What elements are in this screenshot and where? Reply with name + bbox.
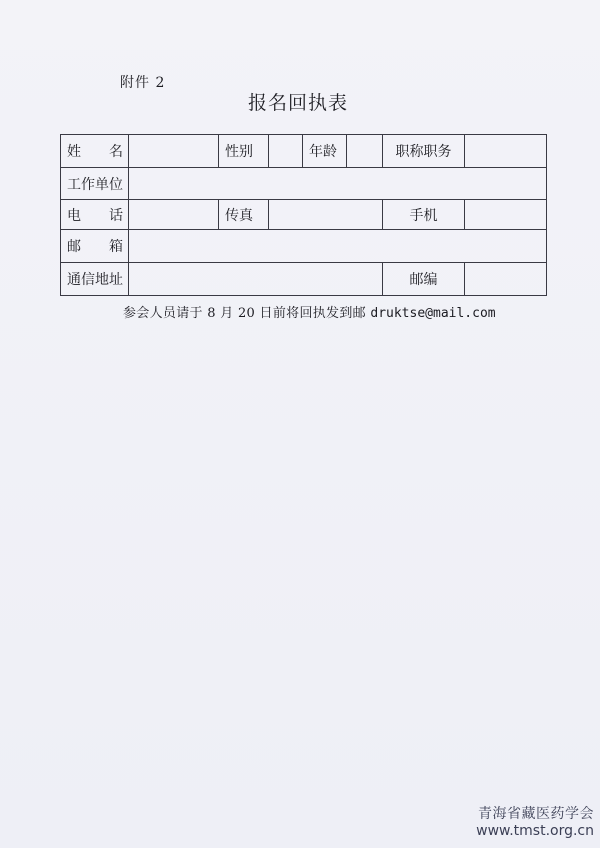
document-title-text: 报名回执表 <box>247 92 348 114</box>
postcode-field[interactable] <box>465 263 547 296</box>
attachment-label: 附件 2 <box>120 75 166 91</box>
title-position-label: 职称职务 <box>383 135 465 168</box>
registration-form-table <box>60 134 547 296</box>
postcode-label: 邮编 <box>383 263 465 296</box>
age-field[interactable] <box>347 135 383 168</box>
form-row-name <box>61 135 547 168</box>
fax-label: 传真 <box>219 200 269 230</box>
work-unit-label: 工作单位 <box>61 168 129 200</box>
submission-email-link[interactable]: druktse@mail.com <box>370 306 496 321</box>
form-row-phone <box>61 200 547 230</box>
phone-field[interactable] <box>129 200 219 230</box>
phone-label-char-2: 话 <box>109 207 123 224</box>
watermark-org-name: 青海省藏医药学会 <box>478 806 594 822</box>
email-field[interactable] <box>129 230 547 263</box>
address-field[interactable] <box>129 263 383 296</box>
name-field[interactable] <box>129 135 219 168</box>
form-row-address <box>61 263 547 296</box>
form-row-email <box>61 230 547 263</box>
mobile-field[interactable] <box>465 200 547 230</box>
mobile-label: 手机 <box>383 200 465 230</box>
submission-note <box>123 302 496 321</box>
watermark-url: www.tmst.org.cn <box>476 823 594 839</box>
email-label-char-1: 邮 <box>67 239 81 255</box>
phone-label-cell <box>61 200 129 230</box>
fax-field[interactable] <box>269 200 383 230</box>
name-label-cell <box>61 135 129 168</box>
name-label-char-2: 名 <box>109 144 123 160</box>
gender-label: 性别 <box>219 135 269 168</box>
work-unit-field[interactable] <box>129 168 547 200</box>
email-label-cell <box>61 230 129 263</box>
email-label-char-2: 箱 <box>109 239 123 255</box>
address-label: 通信地址 <box>61 263 129 296</box>
submission-note-text: 参会人员请于 8 月 20 日前将回执发到邮 <box>123 306 371 321</box>
document-title <box>0 88 600 115</box>
gender-field[interactable] <box>269 135 303 168</box>
title-position-field[interactable] <box>465 135 547 168</box>
name-label-char-1: 姓 <box>67 144 81 160</box>
form-row-work-unit <box>61 168 547 200</box>
phone-label-char-1: 电 <box>67 207 81 224</box>
site-watermark <box>476 806 594 840</box>
age-label: 年龄 <box>303 135 347 168</box>
